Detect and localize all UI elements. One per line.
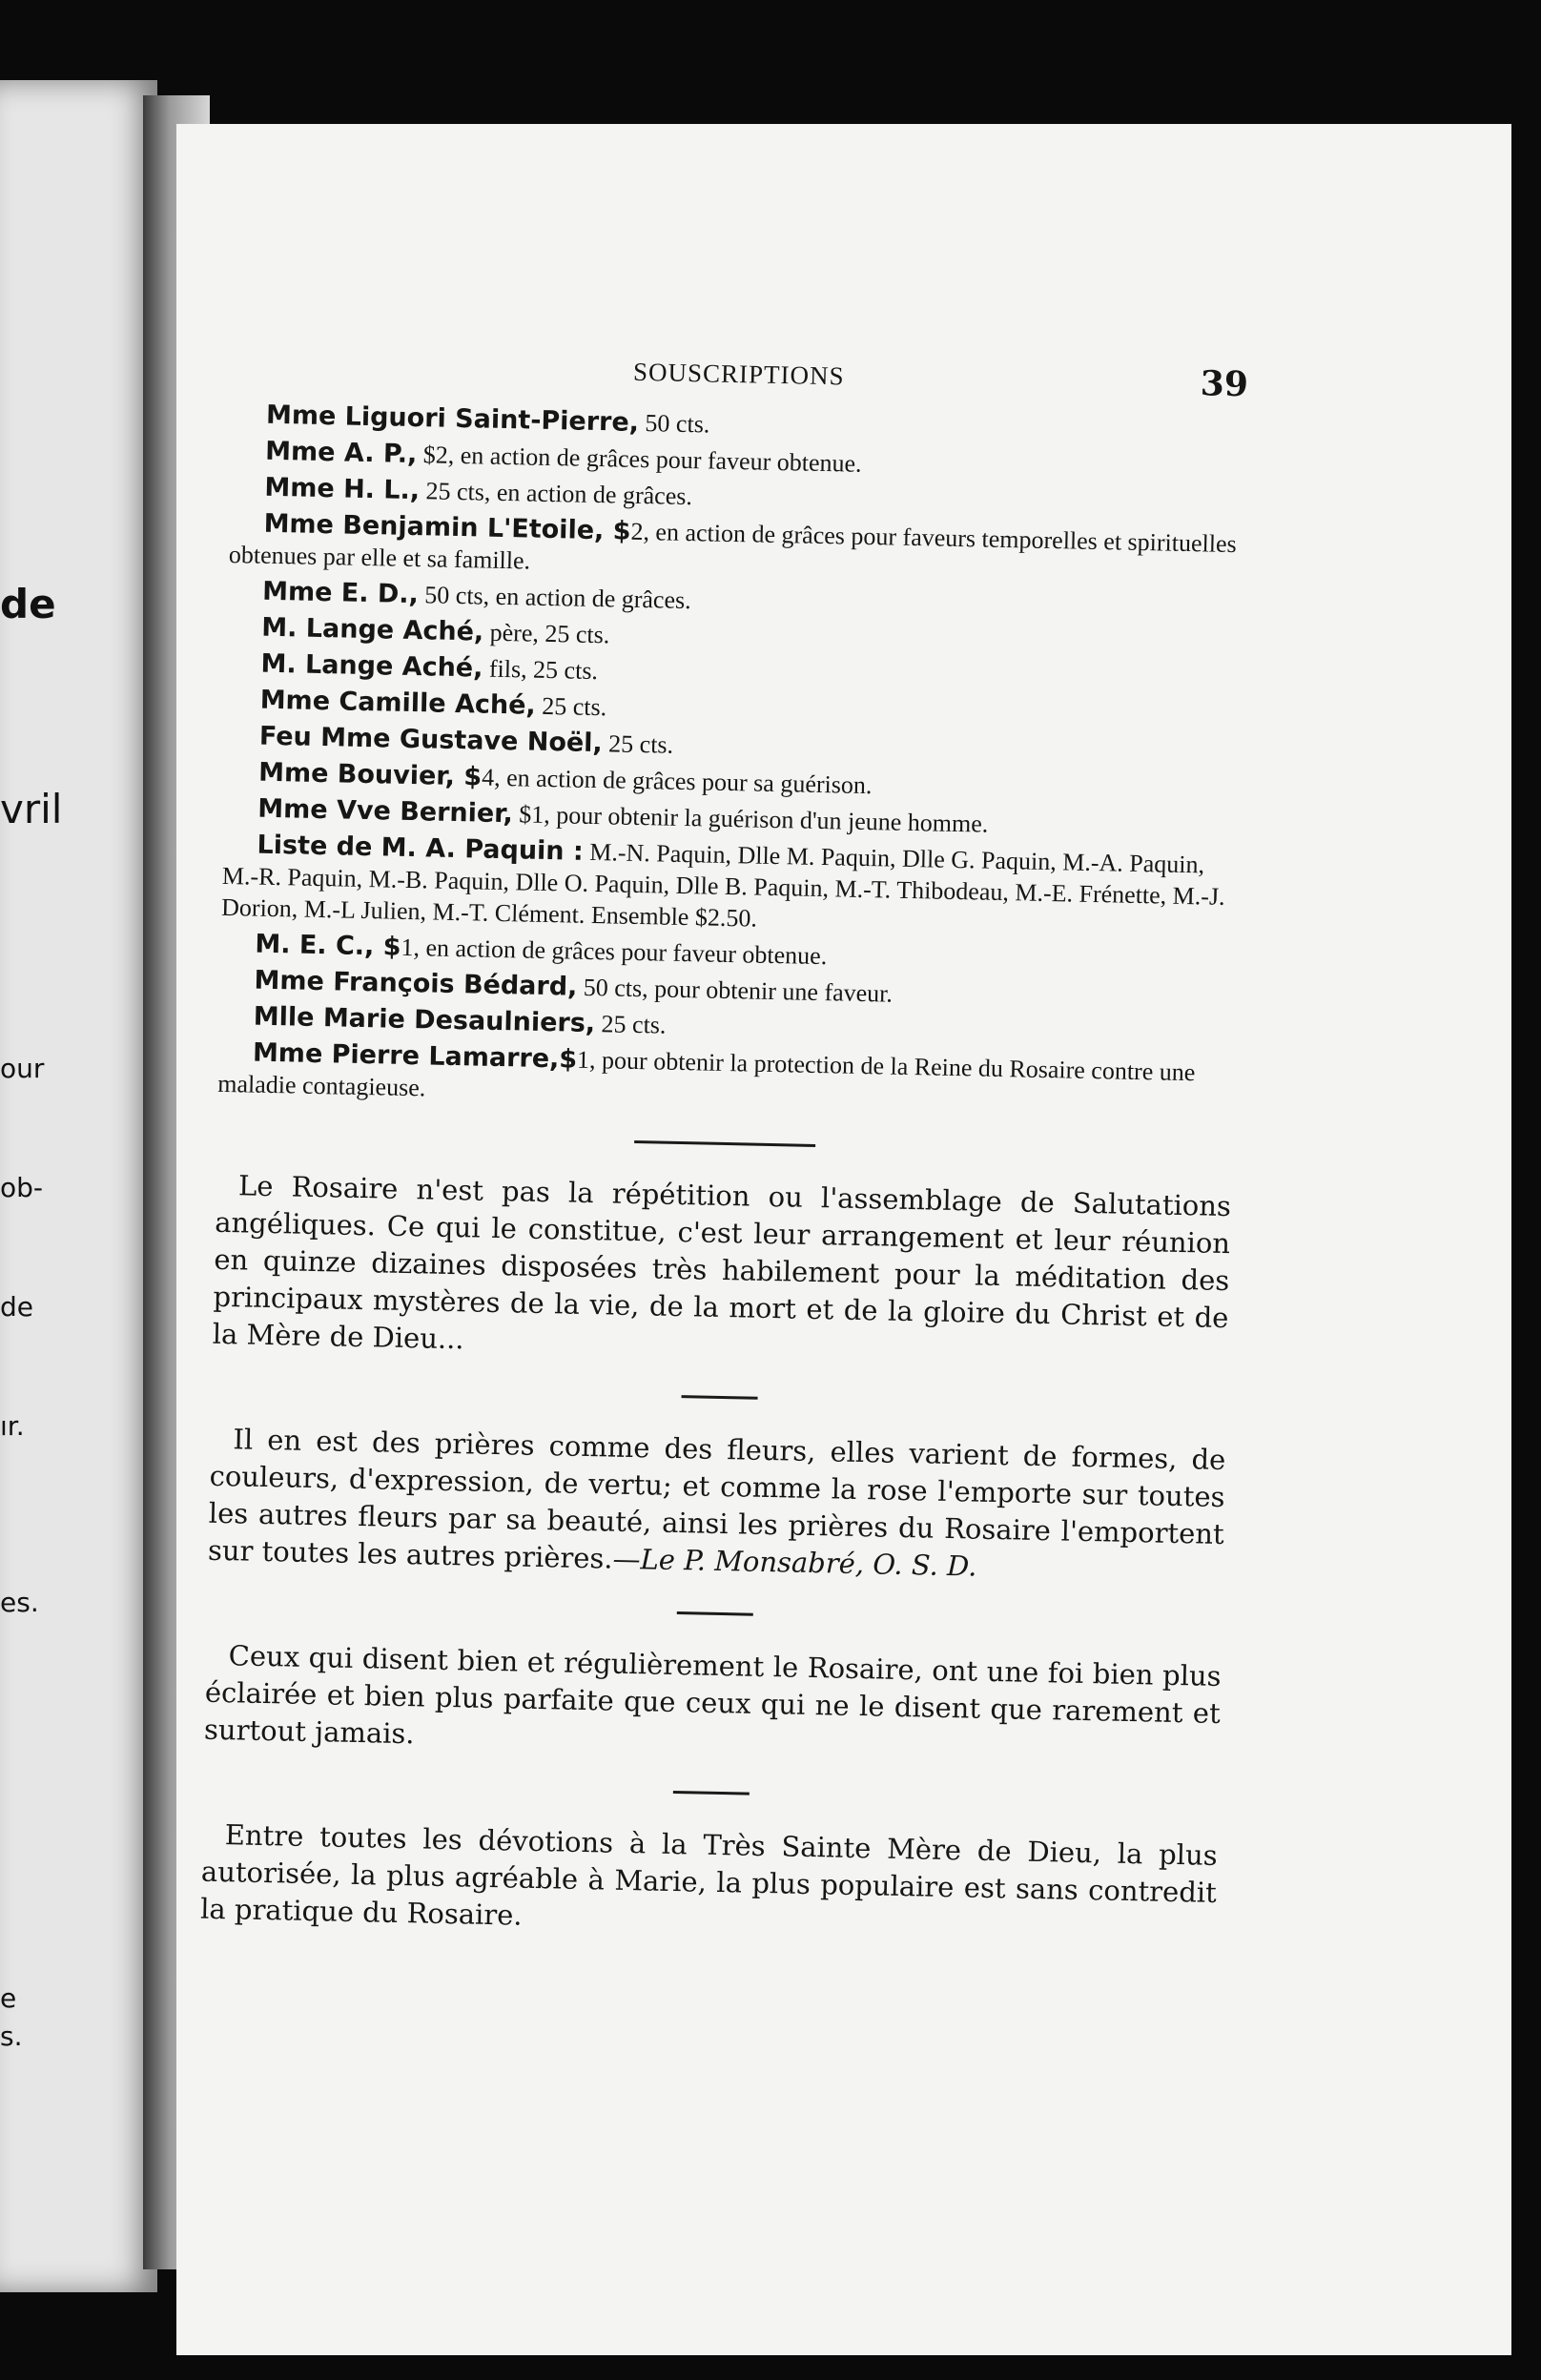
page-content: [200, 324, 1249, 1949]
subscription-detail: 1, en action de grâces pour faveur obtenue.: [401, 933, 828, 971]
subscription-detail: 25 cts.: [594, 1010, 667, 1039]
subscription-detail: $2, en action de grâces pour faveur obtenue.: [417, 441, 862, 478]
subscription-detail: 2, en action de grâces pour faveurs temporelles et spirituelles obtenues par elle et sa famille.: [228, 517, 1237, 575]
subscriber-name: Mme Pierre Lamarre,$: [252, 1037, 578, 1075]
subscriber-name: M. E. C., $: [255, 929, 401, 962]
rosary-paragraph: [204, 1637, 1222, 1770]
facing-page-fragment: de: [0, 1291, 33, 1323]
page-number: 39: [1200, 363, 1249, 405]
subscription-detail: $1, pour obtenir la guérison d'un jeune homme.: [512, 800, 989, 838]
facing-page-fragment: de: [0, 581, 56, 627]
subscriber-name: Liste de M. A. Paquin :: [257, 830, 585, 867]
section-divider: [676, 1611, 752, 1616]
subscriber-name: Mme A. P.,: [264, 436, 418, 470]
rosary-paragraph: [208, 1421, 1226, 1590]
subscriber-name: Mlle Marie Desaulniers,: [253, 1001, 596, 1039]
paragraph-text: Entre toutes les dévotions à la Très Sainte Mère de Dieu, la plus autorisée, la plus agréable à Marie, la plus populaire est sans contredit la pratique du Rosaire.: [199, 1818, 1218, 1932]
paragraph-text: Le Rosaire n'est pas la répétition ou l'assemblage de Salutations angéliques. Ce qui le constitue, c'est leur arrangement et leur réunion en quinze dizaines disposées très habilement pour la méditation des principaux mystères de la vie, de la mort et de la gloire du Christ et de la Mère de Dieu...: [212, 1169, 1232, 1356]
facing-page-fragment: ob-: [0, 1172, 44, 1203]
subscription-list: [217, 399, 1247, 1120]
section-divider: [672, 1791, 749, 1795]
subscription-detail: 50 cts, en action de grâces.: [418, 581, 691, 615]
facing-page-fragment: es.: [0, 1587, 39, 1618]
subscription-detail: 50 cts.: [638, 408, 710, 439]
subscription-detail: M.-N. Paquin, Dlle M. Paquin, Dlle G. Paquin, M.-A. Paquin, M.-R. Paquin, M.-B. Paquin, Dlle O. Paquin, Dlle B. Paquin, M.-T. Thibodeau, M.-E. Frénette, M.-J. Dorion, M.-L Julien, M.-T. Clément. Ensemble $2.50.: [220, 837, 1225, 933]
rosary-paragraph: [212, 1167, 1231, 1374]
facing-page-fragment: s.: [0, 2021, 23, 2052]
subscription-detail: 1, pour obtenir la protection de la Reine du Rosaire contre une maladie contagieuse.: [217, 1045, 1196, 1102]
subscription-detail: 25 cts, en action de grâces.: [419, 477, 693, 511]
quote-attribution: —Le P. Monsabré, O. S. D.: [612, 1542, 977, 1583]
subscriber-name: M. Lange Aché,: [260, 648, 483, 684]
facing-page-fragment: our: [0, 1053, 45, 1084]
subscriber-name: Mme Benjamin L'Etoile, $: [263, 508, 631, 546]
facing-page-fragment: e: [0, 1982, 17, 2014]
subscription-entry: [221, 829, 1239, 944]
rosary-paragraph: [200, 1816, 1218, 1949]
subscriber-name: Mme Camille Aché,: [259, 685, 537, 721]
subscription-detail: 25 cts.: [535, 691, 607, 722]
subscriber-name: M. Lange Aché,: [261, 612, 484, 647]
paragraph-text: Il en est des prières comme des fleurs, elles varient de formes, de couleurs, d'expression, de vertu; et comme la rose l'emporte sur toutes les autres fleurs par sa beauté, ainsi les prières du Rosaire l'emportent sur toutes les autres prières.: [207, 1423, 1226, 1575]
subscriber-name: Mme Bouvier, $: [257, 757, 483, 792]
subscription-detail: 25 cts.: [602, 729, 674, 759]
facing-page-fragment: ır.: [0, 1410, 25, 1442]
subscriber-name: Mme Vve Bernier,: [257, 793, 514, 830]
subscription-detail: 4, en action de grâces pour sa guérison.: [481, 763, 873, 800]
subscriber-name: Mme H. L.,: [264, 472, 421, 506]
subscriber-name: Feu Mme Gustave Noël,: [258, 721, 604, 759]
facing-page-fragment: vril: [0, 786, 63, 832]
subscription-detail: fils, 25 cts.: [483, 654, 599, 686]
facing-page: [0, 80, 157, 2292]
section-divider: [634, 1140, 815, 1147]
paragraph-text: Ceux qui disent bien et régulièrement le Rosaire, ont une foi bien plus éclairée et bien plus parfaite que ceux qui ne le disent que rarement et surtout jamais.: [203, 1639, 1222, 1751]
subscription-detail: père, 25 cts.: [483, 618, 610, 649]
subscriber-name: Mme François Bédard,: [254, 965, 578, 1002]
subscriber-name: Mme Liguori Saint-Pierre,: [265, 400, 640, 438]
subscription-detail: 50 cts, pour obtenir une faveur.: [577, 973, 894, 1008]
subscriber-name: Mme E. D.,: [261, 576, 420, 610]
section-divider: [681, 1395, 757, 1400]
running-title: SOUSCRIPTIONS: [632, 357, 845, 391]
